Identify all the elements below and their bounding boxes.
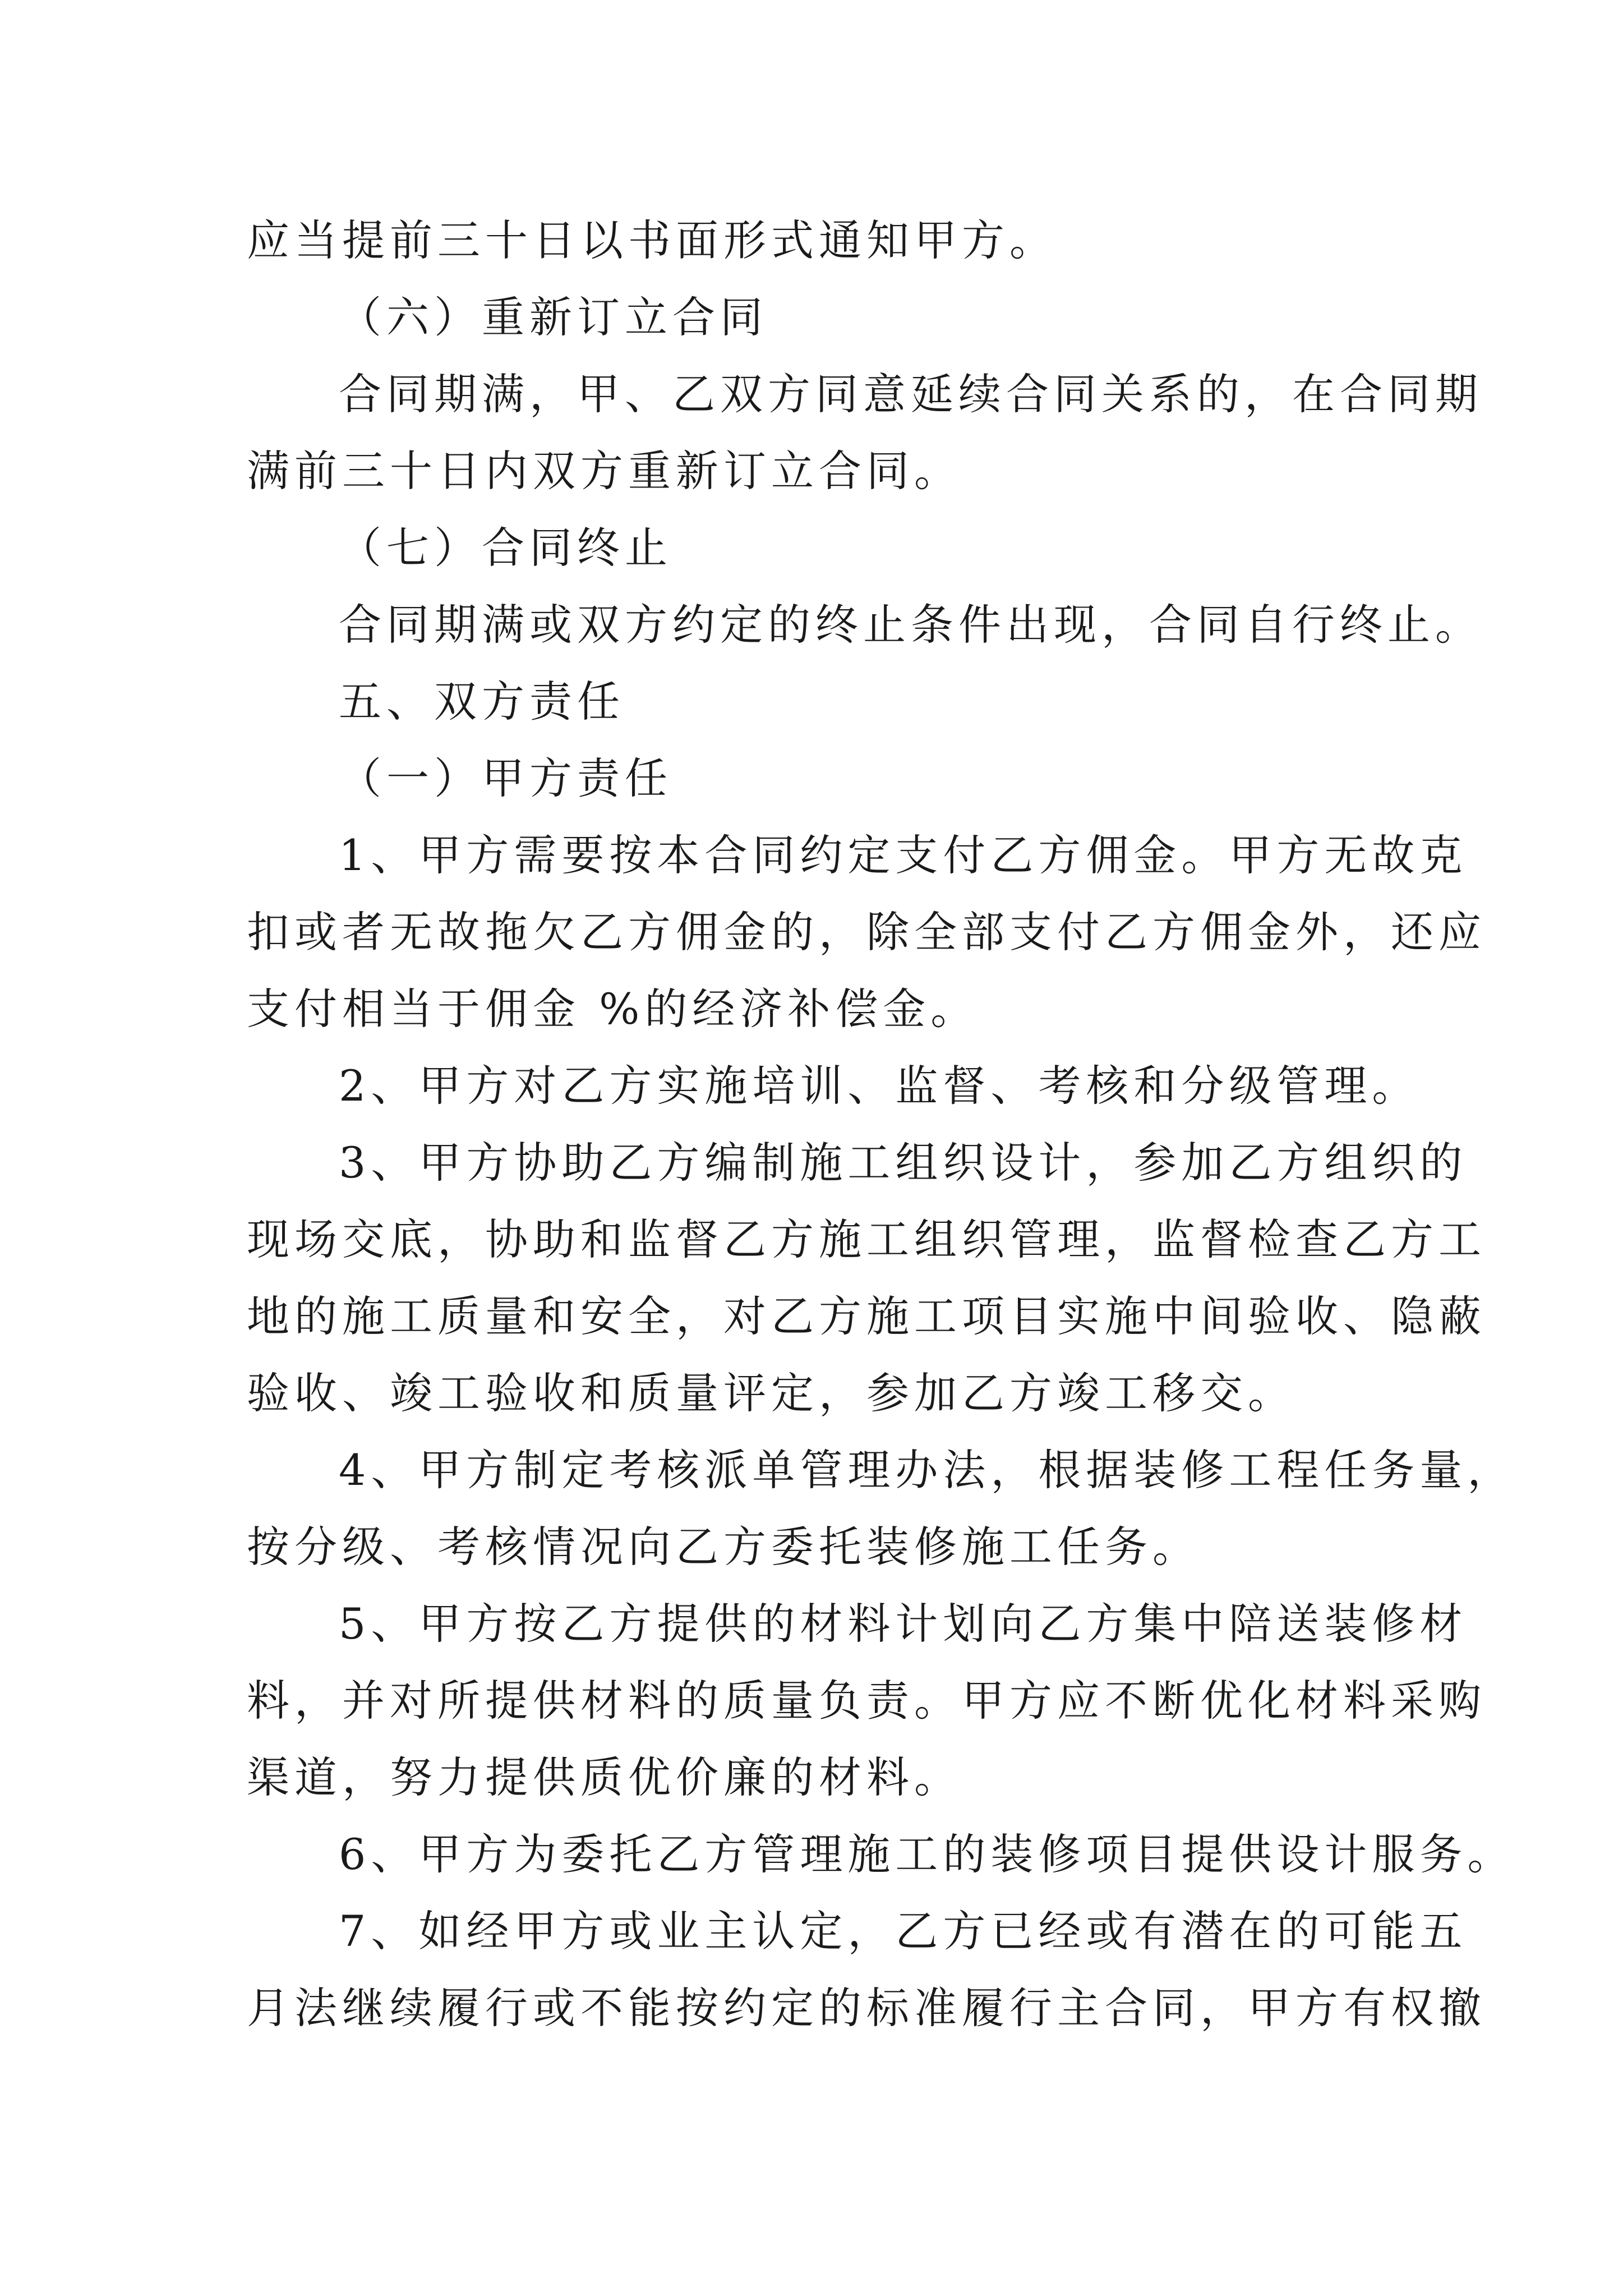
text-line: 4、甲方制定考核派单管理办法，根据装修工程任务量，	[339, 1445, 1515, 1495]
text-line: 合同期满，甲、乙双方同意延续合同关系的，在合同期	[339, 369, 1483, 419]
text-line: 6、甲方为委托乙方管理施工的装修项目提供设计服务。	[339, 1829, 1515, 1879]
section-heading: （一）甲方责任	[339, 753, 672, 803]
text-line: 按分级、考核情况向乙方委托装修施工任务。	[247, 1522, 1200, 1572]
text-line: 满前三十日内双方重新订立合同。	[247, 446, 962, 496]
document-body	[247, 202, 1515, 2046]
text-line: 地的施工质量和安全，对乙方施工项目实施中间验收、隐蔽	[247, 1291, 1486, 1341]
text-line: 3、甲方协助乙方编制施工组织设计，参加乙方组织的	[339, 1138, 1468, 1188]
text-line: 渠道，努力提供质优价廉的材料。	[247, 1752, 962, 1802]
text-line: 应当提前三十日以书面形式通知甲方。	[247, 215, 1057, 265]
text-line: 验收、竣工验收和质量评定，参加乙方竣工移交。	[247, 1368, 1295, 1418]
section-heading: （六）重新订立合同	[339, 292, 768, 342]
text-line: 1、甲方需要按本合同约定支付乙方佣金。甲方无故克	[339, 830, 1468, 880]
chapter-heading: 五、双方责任	[339, 677, 625, 726]
text-line: 支付相当于佣金 %的经济补偿金。	[247, 984, 979, 1034]
section-heading: （七）合同终止	[339, 523, 672, 573]
text-line: 2、甲方对乙方实施培训、监督、考核和分级管理。	[339, 1061, 1420, 1111]
text-line: 5、甲方按乙方提供的材料计划向乙方集中陪送装修材	[339, 1599, 1468, 1649]
text-line: 月法继续履行或不能按约定的标准履行主合同，甲方有权撤	[247, 1983, 1486, 2033]
text-line: 料，并对所提供材料的质量负责。甲方应不断优化材料采购	[247, 1676, 1486, 1726]
text-line: 扣或者无故拖欠乙方佣金的，除全部支付乙方佣金外，还应	[247, 907, 1486, 957]
text-line: 现场交底，协助和监督乙方施工组织管理，监督检查乙方工	[247, 1214, 1486, 1264]
text-line: 合同期满或双方约定的终止条件出现，合同自行终止。	[339, 600, 1483, 650]
text-line: 7、如经甲方或业主认定，乙方已经或有潜在的可能五	[339, 1906, 1468, 1956]
